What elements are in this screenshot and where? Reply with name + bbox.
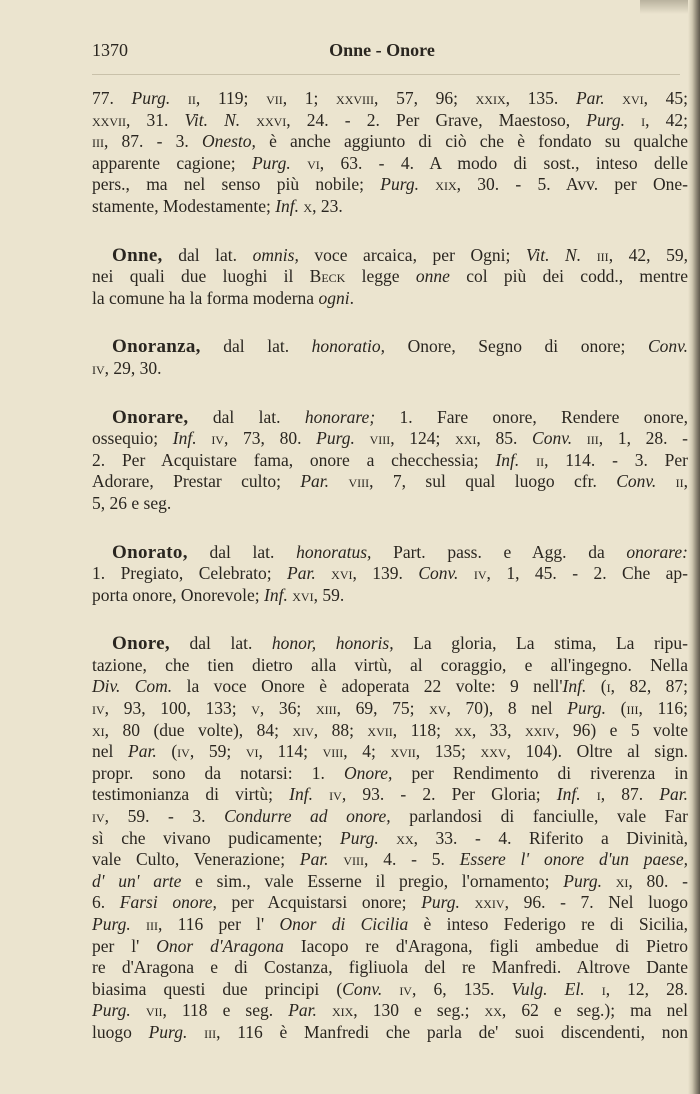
italic-text: onorare: bbox=[626, 541, 688, 562]
text-run: Adorare, Prestar culto; bbox=[92, 471, 301, 492]
text-run: , 116 per l' bbox=[158, 914, 280, 934]
small-caps-text: xv bbox=[429, 698, 447, 719]
italic-text: Purg. bbox=[92, 1000, 131, 1021]
small-caps-text: xxviii bbox=[336, 88, 375, 108]
text-run bbox=[329, 849, 344, 869]
italic-text: Purg. bbox=[92, 914, 131, 934]
text-line bbox=[92, 88, 688, 110]
text-run bbox=[317, 1000, 332, 1020]
text-line bbox=[92, 655, 688, 677]
small-caps-text: ii bbox=[187, 88, 196, 108]
small-caps-text: iii bbox=[596, 244, 609, 265]
text-run: , 135. bbox=[505, 88, 576, 108]
text-line bbox=[92, 936, 688, 958]
small-caps-text: xx bbox=[484, 1000, 502, 1021]
small-caps-text: xvii bbox=[390, 741, 416, 762]
dictionary-entry bbox=[92, 245, 688, 310]
text-run bbox=[419, 174, 435, 194]
text-run: , 80. - bbox=[628, 870, 688, 891]
italic-text: Purg. bbox=[567, 698, 607, 719]
text-line bbox=[92, 450, 688, 472]
text-run: , 33. - 4. Riferito a Divinità, bbox=[413, 827, 689, 848]
text-line bbox=[92, 110, 688, 132]
text-line bbox=[92, 585, 688, 607]
text-run: , 82, 87; bbox=[610, 676, 689, 697]
headword: Onorato, bbox=[112, 541, 188, 563]
text-run: , 23. bbox=[312, 195, 343, 216]
italic-text: Onore, bbox=[343, 762, 393, 783]
text-run: , 4; bbox=[343, 741, 391, 762]
text-run bbox=[585, 979, 602, 999]
dictionary-entry bbox=[92, 407, 688, 515]
text-line bbox=[92, 542, 688, 564]
text-run: , 29, 30. bbox=[104, 357, 162, 378]
dictionary-entry bbox=[92, 633, 688, 1043]
text-run bbox=[329, 471, 348, 491]
italic-text: Par. bbox=[128, 741, 157, 762]
text-run: ( bbox=[606, 698, 627, 719]
text-run bbox=[197, 428, 212, 448]
dictionary-entry bbox=[92, 542, 688, 607]
text-run: , 12, 28. bbox=[605, 978, 689, 999]
text-line bbox=[92, 266, 688, 288]
italic-text: Conv. bbox=[616, 471, 657, 492]
text-run: , 30. - 5. Avv. per One- bbox=[456, 174, 688, 195]
text-line bbox=[92, 131, 688, 153]
text-run: col più dei codd., mentre bbox=[449, 266, 688, 287]
small-caps-text: iii bbox=[146, 914, 159, 934]
text-line bbox=[92, 336, 688, 358]
text-run: , 69, 75; bbox=[336, 698, 430, 719]
text-run: è inteso Federigo re di Sicilia, bbox=[408, 914, 689, 934]
text-run: porta onore, Onorevole; bbox=[92, 584, 265, 605]
text-run: , 93. - 2. Per Gloria; bbox=[341, 784, 557, 805]
small-caps-text: iii bbox=[586, 428, 599, 449]
text-run: e sim., vale Esserne il pregio, l'ornamento; bbox=[181, 870, 564, 891]
text-run: apparente cagione; bbox=[92, 152, 252, 173]
text-line bbox=[92, 763, 688, 785]
text-run: , 4. - 5. bbox=[364, 849, 460, 870]
dictionary-text bbox=[92, 88, 688, 1044]
small-caps-text: xxi bbox=[455, 428, 477, 449]
italic-text: Par. bbox=[299, 849, 329, 870]
text-run: 2. Per Acquistare fama, onore a checchessia; bbox=[92, 449, 496, 470]
small-caps-text: iv bbox=[329, 784, 342, 805]
text-run bbox=[519, 450, 536, 470]
text-run: , 114; bbox=[258, 741, 323, 762]
text-run: ( bbox=[586, 676, 607, 697]
text-line bbox=[92, 871, 688, 893]
text-line bbox=[92, 698, 688, 720]
text-line bbox=[92, 358, 688, 380]
text-run bbox=[187, 1022, 204, 1042]
text-run: luogo bbox=[92, 1021, 149, 1042]
text-run: , 139. bbox=[352, 563, 419, 584]
small-caps-text: v bbox=[251, 698, 260, 719]
text-run: , 24. - 2. Per Grave, Maestoso, bbox=[286, 109, 587, 130]
small-caps-text: iii bbox=[626, 698, 639, 719]
text-run: , 70), 8 nel bbox=[446, 698, 568, 719]
text-run bbox=[316, 563, 331, 583]
text-run: nel bbox=[92, 741, 129, 762]
small-caps-text: x bbox=[303, 195, 313, 216]
text-run: , 1, 45. - 2. Che ap- bbox=[486, 563, 688, 584]
text-line bbox=[92, 914, 688, 936]
text-line bbox=[92, 493, 688, 515]
small-caps-text: viii bbox=[348, 471, 370, 492]
italic-text: Par. bbox=[300, 471, 330, 492]
italic-text: omnis, bbox=[252, 244, 299, 265]
text-run: dal lat. bbox=[188, 406, 305, 427]
text-run: per l' bbox=[92, 935, 157, 956]
italic-text: Purg. bbox=[421, 892, 460, 913]
small-caps-text: xx bbox=[454, 719, 472, 740]
text-run: , 87. - 3. bbox=[104, 131, 202, 152]
small-caps-text: i bbox=[641, 109, 646, 130]
text-run: , bbox=[683, 471, 689, 492]
italic-text: Purg. bbox=[251, 152, 291, 173]
text-run: , 104). Oltre al sign. bbox=[506, 741, 688, 762]
italic-text: Inf. bbox=[275, 195, 300, 216]
small-caps-text: xix bbox=[435, 174, 457, 195]
small-caps-text: vii bbox=[145, 1000, 163, 1021]
text-line bbox=[92, 428, 688, 450]
text-line bbox=[92, 563, 688, 585]
small-caps-text: xvii bbox=[367, 719, 393, 740]
italic-text: Vulg. El. bbox=[511, 978, 585, 999]
text-run: sì che vivano pudicamente; bbox=[92, 827, 341, 848]
text-run: nei quali due luoghi il bbox=[92, 266, 310, 287]
text-run bbox=[605, 88, 623, 108]
italic-text: ogni bbox=[318, 287, 350, 308]
text-line bbox=[92, 828, 688, 850]
italic-text: Conv. bbox=[532, 428, 573, 449]
text-run: , 135; bbox=[415, 741, 481, 762]
small-caps-text: xix bbox=[331, 1000, 354, 1021]
text-run bbox=[131, 914, 146, 934]
text-run: testimonianza di virtù; bbox=[92, 784, 290, 805]
text-run: , 1; bbox=[282, 88, 337, 108]
text-run: , 59; bbox=[189, 741, 246, 762]
text-run: , 36; bbox=[259, 698, 316, 719]
text-run: , 57, 96; bbox=[374, 88, 476, 108]
text-run bbox=[291, 153, 307, 173]
text-run: , 7, sul qual luogo cfr. bbox=[369, 471, 617, 492]
text-run bbox=[313, 784, 329, 804]
italic-text: d' un' arte bbox=[92, 870, 182, 891]
small-caps-text: xvi bbox=[331, 563, 353, 584]
continued-entry bbox=[92, 88, 688, 218]
text-line bbox=[92, 979, 688, 1001]
text-line bbox=[92, 806, 688, 828]
text-run: dal lat. bbox=[187, 541, 297, 562]
text-line bbox=[92, 245, 688, 267]
text-run bbox=[656, 471, 675, 491]
small-caps-text: xi bbox=[92, 719, 105, 740]
text-run: 1. Pregiato, Celebrato; bbox=[92, 563, 288, 584]
italic-text: honor, honoris, bbox=[271, 633, 394, 654]
small-caps-text: xiv bbox=[292, 719, 314, 740]
text-run: per Acquistarsi onore; bbox=[216, 892, 422, 913]
text-line bbox=[92, 471, 688, 493]
text-run: La gloria, La stima, La ripu- bbox=[393, 633, 689, 654]
text-run bbox=[581, 784, 597, 804]
text-run: , 33, bbox=[471, 719, 525, 740]
text-run: tazione, che tien dietro alla virtù, al coraggio, e all'ingegno. Nella bbox=[92, 654, 688, 675]
text-run: , 42, 59, bbox=[608, 244, 688, 265]
small-caps-text: vi bbox=[245, 741, 259, 762]
text-line bbox=[92, 1022, 688, 1044]
text-run: , 124; bbox=[390, 428, 456, 449]
italic-text: Inf. bbox=[556, 784, 581, 805]
small-caps-text: xxvi bbox=[256, 109, 287, 130]
text-run bbox=[572, 428, 587, 448]
italic-text: Conv. bbox=[342, 978, 383, 999]
small-caps-text: i bbox=[596, 784, 601, 805]
small-caps-text: Beck bbox=[309, 266, 346, 287]
italic-text: Purg. bbox=[340, 827, 379, 848]
italic-text: Essere l' onore d'un paese, bbox=[459, 849, 688, 870]
text-run bbox=[581, 245, 597, 265]
text-run: pers., ma nel senso più nobile; bbox=[92, 174, 381, 195]
text-run bbox=[602, 871, 616, 891]
text-run: , 130 e seg.; bbox=[353, 1000, 485, 1021]
text-run: dal lat. bbox=[162, 244, 253, 265]
italic-text: Par. bbox=[575, 88, 605, 108]
text-run: , 45; bbox=[643, 88, 688, 108]
italic-text: Onor d'Aragona bbox=[156, 935, 284, 956]
small-caps-text: viii bbox=[343, 849, 365, 870]
text-run: , 59. bbox=[313, 584, 345, 605]
italic-text: honoratus, bbox=[296, 541, 372, 562]
text-line bbox=[92, 849, 688, 871]
text-run: propr. sono da notarsi: 1. bbox=[92, 762, 344, 783]
italic-text: Purg. bbox=[148, 1021, 188, 1042]
text-run: , 118; bbox=[392, 719, 455, 740]
small-caps-text: vi bbox=[307, 152, 320, 173]
text-run: ( bbox=[156, 741, 178, 762]
text-line bbox=[92, 174, 688, 196]
headword: Onorare, bbox=[112, 406, 189, 428]
italic-text: onne bbox=[415, 266, 450, 287]
text-run: la voce Onore è adoperata 22 volte: 9 nell' bbox=[172, 676, 563, 697]
text-line bbox=[92, 720, 688, 742]
text-run: parlandosi di fanciulle, vale Far bbox=[390, 806, 689, 827]
text-run: , 80 (due volte), 84; bbox=[104, 719, 293, 740]
text-line bbox=[92, 741, 688, 763]
text-run: , 88; bbox=[313, 719, 368, 740]
text-line bbox=[92, 633, 688, 655]
text-run bbox=[355, 428, 370, 448]
italic-text: Conv. bbox=[647, 336, 688, 357]
text-line bbox=[92, 892, 688, 914]
small-caps-text: i bbox=[601, 978, 606, 999]
small-caps-text: iv bbox=[399, 978, 412, 999]
text-run: voce arcaica, per Ogni; bbox=[298, 244, 526, 265]
small-caps-text: xxiv bbox=[525, 719, 555, 740]
italic-text: Purg. bbox=[131, 88, 171, 108]
text-line bbox=[92, 784, 688, 806]
italic-text: Vit. N. bbox=[184, 109, 241, 130]
italic-text: Par. bbox=[287, 563, 316, 584]
italic-text: Par. bbox=[659, 784, 689, 805]
italic-text: Inf. bbox=[495, 449, 520, 470]
italic-text: honoratio, bbox=[311, 336, 386, 357]
small-caps-text: iv bbox=[92, 806, 105, 827]
italic-text: Div. Com. bbox=[92, 676, 173, 697]
small-caps-text: xxvii bbox=[92, 109, 126, 130]
text-run: Onore, Segno di onore; bbox=[385, 336, 648, 357]
text-run: per Rendimento di riverenza in bbox=[392, 762, 689, 783]
text-run bbox=[131, 1000, 146, 1020]
text-run: la comune ha la forma moderna bbox=[92, 287, 319, 308]
text-run: , 73, 80. bbox=[223, 428, 317, 449]
text-run: , 59. - 3. bbox=[104, 806, 225, 827]
text-run: 77. bbox=[92, 88, 132, 108]
header-rule bbox=[92, 74, 680, 75]
text-run: , 116; bbox=[638, 698, 688, 719]
small-caps-text: i bbox=[606, 676, 611, 697]
text-run: , 31. bbox=[126, 109, 185, 130]
text-line bbox=[92, 1000, 688, 1022]
text-run: , 63. - 4. A modo di sost., inteso delle bbox=[319, 152, 688, 173]
text-run: , 85. bbox=[476, 428, 533, 449]
text-run: , 87. bbox=[600, 784, 660, 805]
small-caps-text: viii bbox=[369, 428, 391, 449]
text-run bbox=[382, 979, 399, 999]
italic-text: Purg. bbox=[316, 428, 355, 449]
text-run: dal lat. bbox=[169, 633, 272, 654]
text-run: , 116 è Manfredi che parla de' suoi discendenti, non bbox=[216, 1021, 689, 1042]
text-run: legge bbox=[345, 266, 416, 287]
text-run: . bbox=[349, 287, 354, 308]
text-run bbox=[170, 88, 188, 108]
text-run: 5, 26 e seg. bbox=[92, 492, 172, 513]
page-number: 1370 bbox=[92, 40, 128, 60]
small-caps-text: xxix bbox=[475, 88, 506, 108]
small-caps-text: ii bbox=[536, 449, 545, 470]
text-run: , 118 e seg. bbox=[162, 1000, 289, 1021]
italic-text: Conv. bbox=[418, 563, 459, 584]
small-caps-text: iii bbox=[92, 131, 104, 152]
small-caps-text: iv bbox=[177, 741, 190, 762]
small-caps-text: xvi bbox=[622, 88, 644, 108]
text-line bbox=[92, 407, 688, 429]
text-line bbox=[92, 957, 688, 979]
text-run: , 96) e 5 volte bbox=[555, 719, 689, 740]
small-caps-text: iv bbox=[473, 563, 487, 584]
italic-text: Inf. bbox=[264, 584, 288, 605]
text-run: , 114. - 3. Per bbox=[544, 449, 689, 470]
text-line bbox=[92, 196, 688, 218]
text-run: ossequio; bbox=[92, 428, 173, 449]
italic-text: Inf. bbox=[289, 784, 313, 805]
headword: Onoranza, bbox=[112, 336, 201, 358]
italic-text: Purg. bbox=[586, 109, 626, 130]
text-run: Iacopo re d'Aragona, figli ambedue di Pietro bbox=[283, 935, 688, 956]
text-run: , 93, 100, 133; bbox=[104, 698, 252, 719]
text-run bbox=[379, 828, 397, 848]
italic-text: Purg. bbox=[380, 174, 419, 195]
text-run: Part. pass. e Agg. da bbox=[371, 541, 627, 562]
text-run: , 42; bbox=[645, 109, 689, 130]
italic-text: honorare; bbox=[304, 406, 376, 427]
text-line bbox=[92, 153, 688, 175]
italic-text: Par. bbox=[288, 1000, 317, 1021]
small-caps-text: xx bbox=[396, 827, 414, 848]
small-caps-text: iv bbox=[92, 357, 105, 378]
text-run: , 96. - 7. Nel luogo bbox=[504, 892, 689, 913]
text-run: 1. Fare onore, Rendere onore, bbox=[375, 406, 688, 427]
text-run: , 119; bbox=[195, 88, 267, 108]
italic-text: Vit. N. bbox=[525, 244, 582, 265]
italic-text: Onesto, bbox=[201, 131, 256, 152]
small-caps-text: iv bbox=[211, 428, 224, 449]
text-run bbox=[458, 563, 473, 583]
headword: Onore, bbox=[112, 633, 170, 655]
small-caps-text: viii bbox=[322, 741, 344, 762]
small-caps-text: iii bbox=[204, 1021, 217, 1042]
text-run: , 1, 28. - bbox=[598, 428, 689, 449]
italic-text: Purg. bbox=[563, 870, 602, 891]
text-run: re d'Aragona e di Costanza, figliuola del re Manfredi. Altrove Dante bbox=[92, 957, 688, 978]
italic-text: Inf. bbox=[172, 428, 197, 449]
text-run: biasima questi due principi ( bbox=[92, 978, 343, 999]
small-caps-text: xiii bbox=[315, 698, 337, 719]
dictionary-entry bbox=[92, 336, 688, 379]
small-caps-text: iv bbox=[92, 698, 105, 719]
italic-text: Onor di Cicilia bbox=[279, 914, 409, 934]
small-caps-text: vii bbox=[266, 88, 283, 108]
page-edge-shadow bbox=[688, 0, 700, 1094]
small-caps-text: xi bbox=[615, 870, 629, 891]
text-run: , 62 e seg.); ma nel bbox=[501, 1000, 689, 1021]
small-caps-text: xxv bbox=[480, 741, 507, 762]
text-run: , 6, 135. bbox=[411, 978, 512, 999]
text-line bbox=[92, 676, 688, 698]
small-caps-text: xvi bbox=[292, 584, 314, 605]
italic-text: Inf. bbox=[562, 676, 587, 697]
text-line bbox=[92, 288, 688, 310]
running-head: Onne - Onore bbox=[329, 40, 435, 60]
small-caps-text: ii bbox=[675, 471, 684, 492]
text-run: dal lat. bbox=[200, 336, 312, 357]
italic-text: Farsi onore, bbox=[119, 892, 217, 913]
text-run bbox=[240, 110, 256, 130]
italic-text: Condurre ad onore, bbox=[224, 806, 391, 827]
headword: Onne, bbox=[112, 244, 163, 266]
text-run: vale Culto, Venerazione; bbox=[92, 849, 300, 870]
text-run: 6. bbox=[92, 892, 120, 913]
small-caps-text: xxiv bbox=[474, 892, 505, 913]
text-run: è anche aggiunto di ciò che è fondato su qualche bbox=[255, 131, 688, 152]
text-run bbox=[460, 892, 475, 912]
text-run: stamente, Modestamente; bbox=[92, 195, 276, 216]
text-run bbox=[625, 110, 641, 130]
